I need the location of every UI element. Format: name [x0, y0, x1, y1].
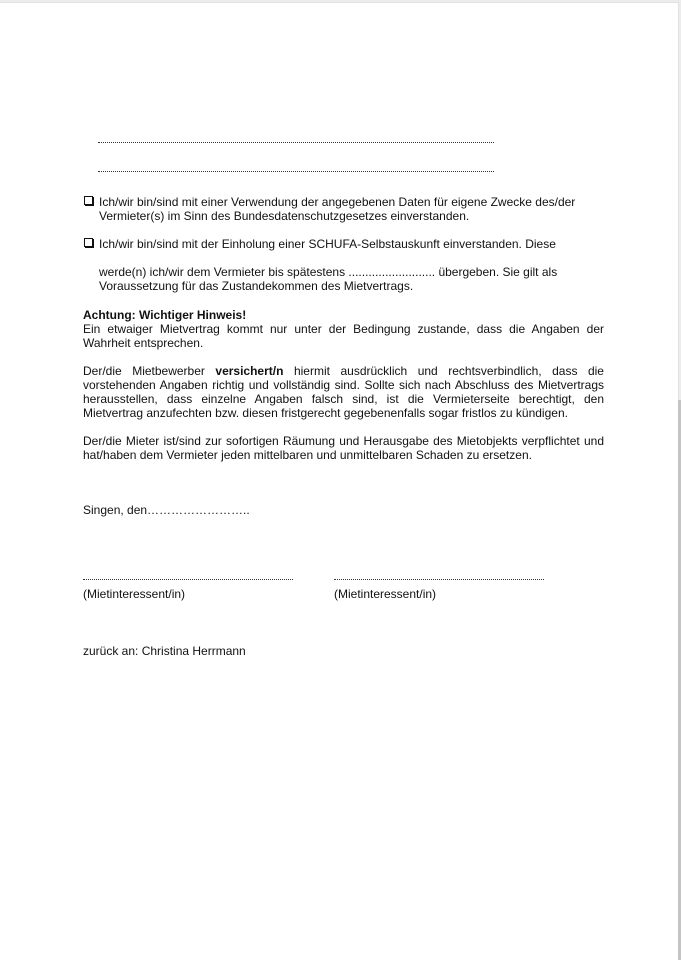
consent-data-checkbox[interactable]: [84, 196, 93, 205]
assurance-rest: hiermit ausdrücklich und rechtsverbindlich, dass die vorstehenden Angaben richtig und vollständig sind. Sollte sich nach Abschluss des Mietvertrags herausstellen, dass einzelne Angaben falsch sind, ist die Vermieterseite berechtigt, den Mietvertrag anzufechten bzw. diesen fristgerecht gegebenenfalls sogar fristlos zu kündigen.: [83, 364, 604, 420]
consent-schufa-checkbox[interactable]: [84, 238, 93, 247]
warning-heading: Achtung: Wichtiger Hinweis!: [83, 308, 247, 322]
obligation-paragraph: Der/die Mieter ist/sind zur sofortigen Räumung und Herausgabe des Mietobjekts verpflichtet und hat/haben dem Vermieter jeden mittelbaren und unmittelbaren Schaden zu ersetzen.: [83, 434, 604, 462]
blank-line-1: [98, 142, 494, 143]
place-date-field: Singen, den……………………..: [83, 503, 250, 517]
assurance-prefix: Der/die Mietbewerber: [83, 364, 216, 378]
document-page: [0, 3, 678, 960]
consent-schufa-line-3: Voraussetzung für das Zustandekommen des Mietvertrags.: [99, 279, 414, 293]
assurance-paragraph: [83, 364, 604, 420]
return-address: zurück an: Christina Herrmann: [83, 644, 246, 658]
blank-line-2: [98, 171, 494, 172]
warning-text: Ein etwaiger Mietvertrag kommt nur unter der Bedingung zustande, dass die Angaben der Wahrheit entsprechen.: [83, 322, 604, 350]
signature-label-left: (Mietinteressent/in): [83, 587, 186, 601]
signature-label-right: (Mietinteressent/in): [334, 587, 437, 601]
consent-data-line-2: Vermieter(s) im Sinn des Bundesdatenschutzgesetzes einverstanden.: [99, 209, 470, 223]
consent-data-line-1: Ich/wir bin/sind mit einer Verwendung der angegebenen Daten für eigene Zwecke des/der: [99, 195, 576, 209]
assurance-bold: versichert/n: [215, 364, 284, 378]
signature-line-left: [83, 579, 293, 580]
consent-schufa-line-2: werde(n) ich/wir dem Vermieter bis spätestens .......................... übergeben. Sie gilt als: [99, 265, 558, 279]
signature-line-right: [334, 579, 544, 580]
consent-schufa-line-1: Ich/wir bin/sind mit der Einholung einer SCHUFA-Selbstauskunft einverstanden. Diese: [99, 237, 556, 251]
